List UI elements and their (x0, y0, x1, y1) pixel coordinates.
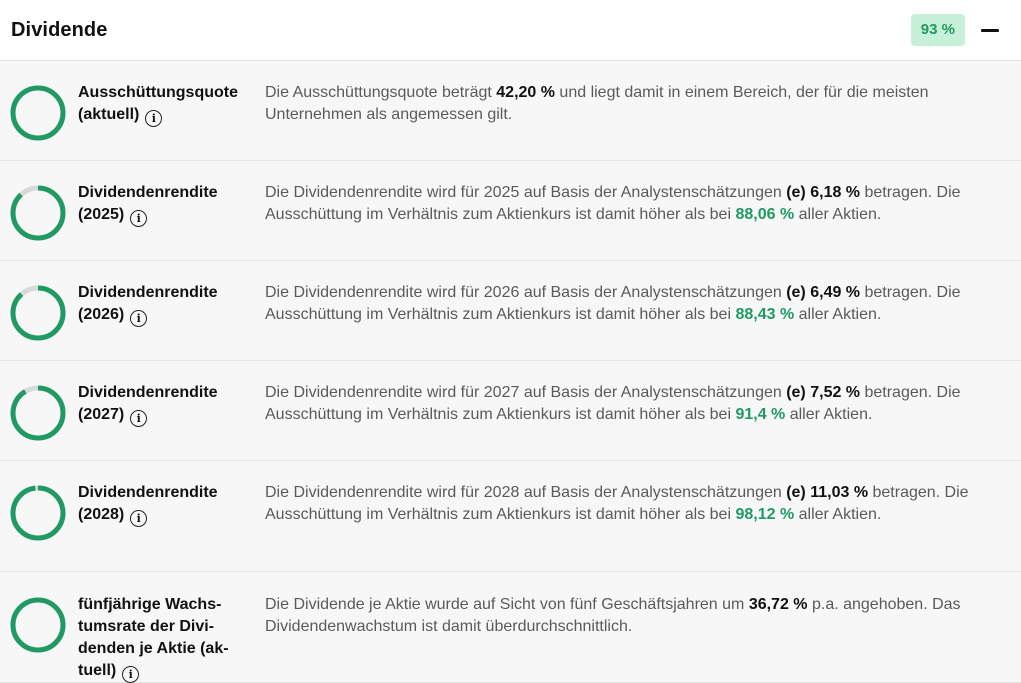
estimate-marker: (e) (786, 384, 806, 401)
ring-arc (13, 388, 63, 438)
metric-row (0, 361, 1021, 461)
description-text: Die Dividendenrendite wird für 2028 auf Basis der Analystenschätzungen (265, 484, 787, 501)
metric-description (265, 282, 1021, 326)
description-text: betragen. Die Ausschüttung im Verhältnis zum Aktienkurs ist damit höher als bei (265, 484, 969, 523)
metric-value: 6,49 % (810, 284, 861, 301)
metric-row (0, 572, 1021, 683)
metric-description (265, 382, 1021, 426)
percentile-value: 88,43 % (735, 306, 795, 323)
metric-row (0, 161, 1021, 261)
ring-arc (13, 288, 63, 338)
metric-label (78, 382, 265, 427)
score-badge: 93 % (911, 14, 965, 46)
description-text: Die Ausschüttungsquote beträgt (265, 84, 497, 101)
metric-label (78, 282, 265, 327)
metric-description (265, 82, 1021, 126)
metric-row (0, 261, 1021, 361)
info-icon[interactable]: i (130, 510, 147, 527)
description-text: betragen. Die Ausschüttung im Verhältnis zum Aktienkurs ist damit höher als bei (265, 284, 961, 323)
info-icon[interactable]: i (130, 310, 147, 327)
percentile-value: 98,12 % (735, 506, 795, 523)
ring-arc (13, 88, 63, 138)
description-text: Die Dividendenrendite wird für 2026 auf Basis der Analystenschätzungen (265, 284, 787, 301)
metric-row (0, 461, 1021, 572)
description-text: Die Dividendenrendite wird für 2027 auf Basis der Analystenschätzungen (265, 384, 787, 401)
metric-label (78, 82, 265, 127)
description-text: betragen. Die Ausschüttung im Verhältnis zum Aktienkurs ist damit höher als bei (265, 184, 961, 223)
metric-label (78, 182, 265, 227)
metric-label (78, 482, 265, 527)
metric-value: 7,52 % (810, 384, 861, 401)
score-ring-icon (0, 594, 78, 654)
metric-value: 36,72 % (748, 596, 808, 613)
metric-label-text: Ausschüttungsquote (aktuell) (78, 84, 238, 123)
metric-label-text: Dividendenrendite (2027) (78, 384, 218, 423)
info-icon[interactable]: i (130, 210, 147, 227)
score-ring-icon (0, 182, 78, 242)
metric-description (265, 482, 1021, 526)
description-text: betragen. Die Ausschüttung im Verhältnis zum Aktienkurs ist damit höher als bei (265, 384, 961, 423)
estimate-marker: (e) (786, 284, 806, 301)
percentile-value: 91,4 % (735, 406, 786, 423)
description-text: aller Aktien. (785, 406, 873, 423)
metric-row (0, 61, 1021, 161)
section-header (0, 0, 1021, 61)
ring-arc (13, 188, 63, 238)
metric-value: 42,20 % (496, 84, 555, 101)
ring-arc (13, 488, 63, 538)
description-text: p.a. angehoben. Das Dividendenwachstum ist damit überdurchschnittlich. (265, 596, 961, 635)
percentile-value: 88,06 % (735, 206, 795, 223)
estimate-marker: (e) (786, 184, 806, 201)
score-ring-icon (0, 282, 78, 342)
metric-description (265, 182, 1021, 226)
score-ring-icon (0, 82, 78, 142)
collapse-button[interactable] (979, 19, 1001, 41)
estimate-marker: (e) (786, 484, 806, 501)
metric-label-text: Dividendenrendite (2028) (78, 484, 218, 523)
dividend-metrics-list (0, 61, 1021, 683)
metric-description (265, 594, 1021, 638)
info-icon[interactable]: i (130, 410, 147, 427)
description-text: Die Dividende je Aktie wurde auf Sicht von fünf Geschäftsjahren um (265, 596, 749, 613)
description-text: Die Dividendenrendite wird für 2025 auf Basis der Analystenschätzungen (265, 184, 787, 201)
metric-label (78, 594, 265, 683)
info-icon[interactable]: i (145, 110, 162, 127)
ring-arc (13, 600, 63, 650)
metric-value: 6,18 % (810, 184, 861, 201)
description-text: aller Aktien. (794, 306, 882, 323)
metric-label-text: Dividendenrendite (2026) (78, 284, 218, 323)
score-ring-icon (0, 482, 78, 542)
metric-label-text: fünfjährige Wachs- tumsrate der Divi- denden je Aktie (ak- tuell) (78, 596, 229, 679)
metric-value: 11,03 % (810, 484, 869, 501)
info-icon[interactable]: i (122, 666, 139, 683)
description-text: und liegt damit in einem Bereich, der für die meisten Unternehmen als angemessen gilt. (265, 84, 929, 123)
description-text: aller Aktien. (794, 506, 882, 523)
description-text: aller Aktien. (794, 206, 882, 223)
metric-label-text: Dividendenrendite (2025) (78, 184, 218, 223)
score-ring-icon (0, 382, 78, 442)
section-title: Dividende (11, 18, 108, 41)
